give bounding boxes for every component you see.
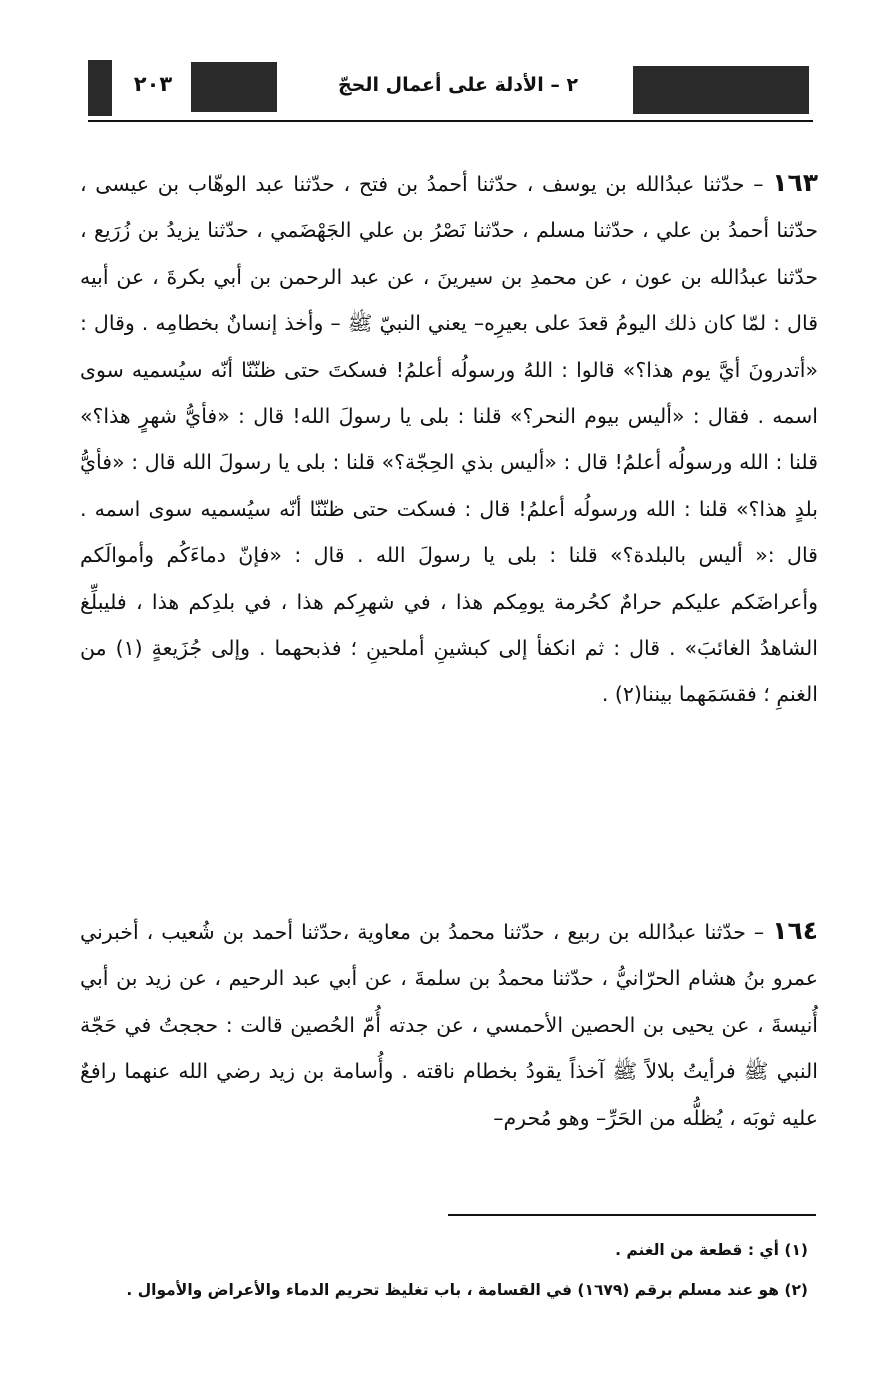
chapter-title: ٢ – الأدلة على أعمال الحجّ bbox=[337, 74, 579, 96]
header-rule bbox=[88, 120, 813, 122]
page-number: ٢٠٣ bbox=[133, 72, 173, 96]
hadith-text: – حدّثنا عبدُالله بن يوسف ، حدّثنا أحمدُ بن فتح ، حدّثنا عبد الوهّاب بن عيسى ، حدّثنا أحمدُ بن علي ، حدّثنا مسلم ، حدّثنا نَصْرُ بن علي الجَهْضَمي ، حدّثنا يزيدُ بن زُرَيع ، حدّثنا عبدُالله بن عون ، عن محمدِ بن سيرينَ ، عن عبد الرحمن بن أبي بكرةَ ، عن أبيه قال : لمّا كان ذلك اليومُ قعدَ على بعيرِه– يعني النبيّ ﷺ – وأخذ إنسانٌ بخطامِه . وقال : «أتدرونَ أيَّ يوم هذا؟» قالوا : اللهُ ورسولُه أعلمُ! فسكتَ حتى ظنّنّا أنّه سيُسميه سوى اسمه . فقال : «أليس بيوم النحر؟» قلنا : بلى يا رسولَ الله! قال : «فأيُّ شهرٍ هذا؟» قلنا : الله ورسولُه أعلمُ! قال : «أليس بذي الحِجّة؟» قلنا : بلى يا رسولَ الله قال : «فأيُّ بلدٍ هذا؟» قلنا : الله ورسولُه أعلمُ! قال : فسكت حتى ظنّنّا أنّه سيُسميه سوى اسمه . قال :« أليس بالبلدة؟» قلنا : بلى يا رسولَ الله . قال : «فإنّ دماءَكُم وأموالَكم وأعراضَكم عليكم حرامٌ كحُرمة يومِكم هذا ، في شهرِكم هذا ، في بلدِكم هذا ، فليبلِّغ الشاهدُ الغائبَ» . قال : ثم انكفأ إلى كبشينِ أملحينِ ؛ فذبحهما . وإلى جُزَيعةٍ (١) من الغنمِ ؛ فقسَمَهما بيننا(٢) . bbox=[80, 172, 818, 707]
hadith-number: ١٦٣ bbox=[772, 168, 818, 197]
footnote-separator bbox=[448, 1214, 816, 1216]
header-ornament-right bbox=[633, 66, 809, 114]
footnotes bbox=[80, 1230, 808, 1310]
hadith-164 bbox=[80, 908, 818, 1141]
footnote-2: (٢) هو عند مسلم برقم (١٦٧٩) في القسامة ، باب تغليظ تحريم الدماء والأعراض والأموال . bbox=[126, 1281, 808, 1299]
hadith-text: – حدّثنا عبدُالله بن ربيع ، حدّثنا محمدُ بن معاوية ،حدّثنا أحمد بن شُعيب ، أخبرني عمرو بنُ هشام الحرّانيُّ ، حدّثنا محمدُ بن سلمةَ ، عن أبي عبد الرحيم ، عن زيد بن أبي أُنيسةَ ، عن يحيى بن الحصين الأحمسي ، عن جدته أُمّ الحُصين قالت : حججتُ في حَجّة النبي ﷺ فرأيتُ بلالاً ﷺ آخذاً يقودُ بخطام ناقته . وأُسامة بن زيد رضي الله عنهما رافعٌ عليه ثوبَه ، يُظلُّه من الحَرِّ– وهو مُحرم– bbox=[80, 920, 818, 1130]
running-header bbox=[88, 60, 813, 120]
footnote-1: (١) أي : قطعة من الغنم . bbox=[615, 1241, 808, 1259]
header-ornament-middle bbox=[191, 62, 277, 112]
header-ornament-left bbox=[88, 60, 112, 116]
hadith-number: ١٦٤ bbox=[772, 916, 818, 945]
hadith-163 bbox=[80, 160, 818, 718]
